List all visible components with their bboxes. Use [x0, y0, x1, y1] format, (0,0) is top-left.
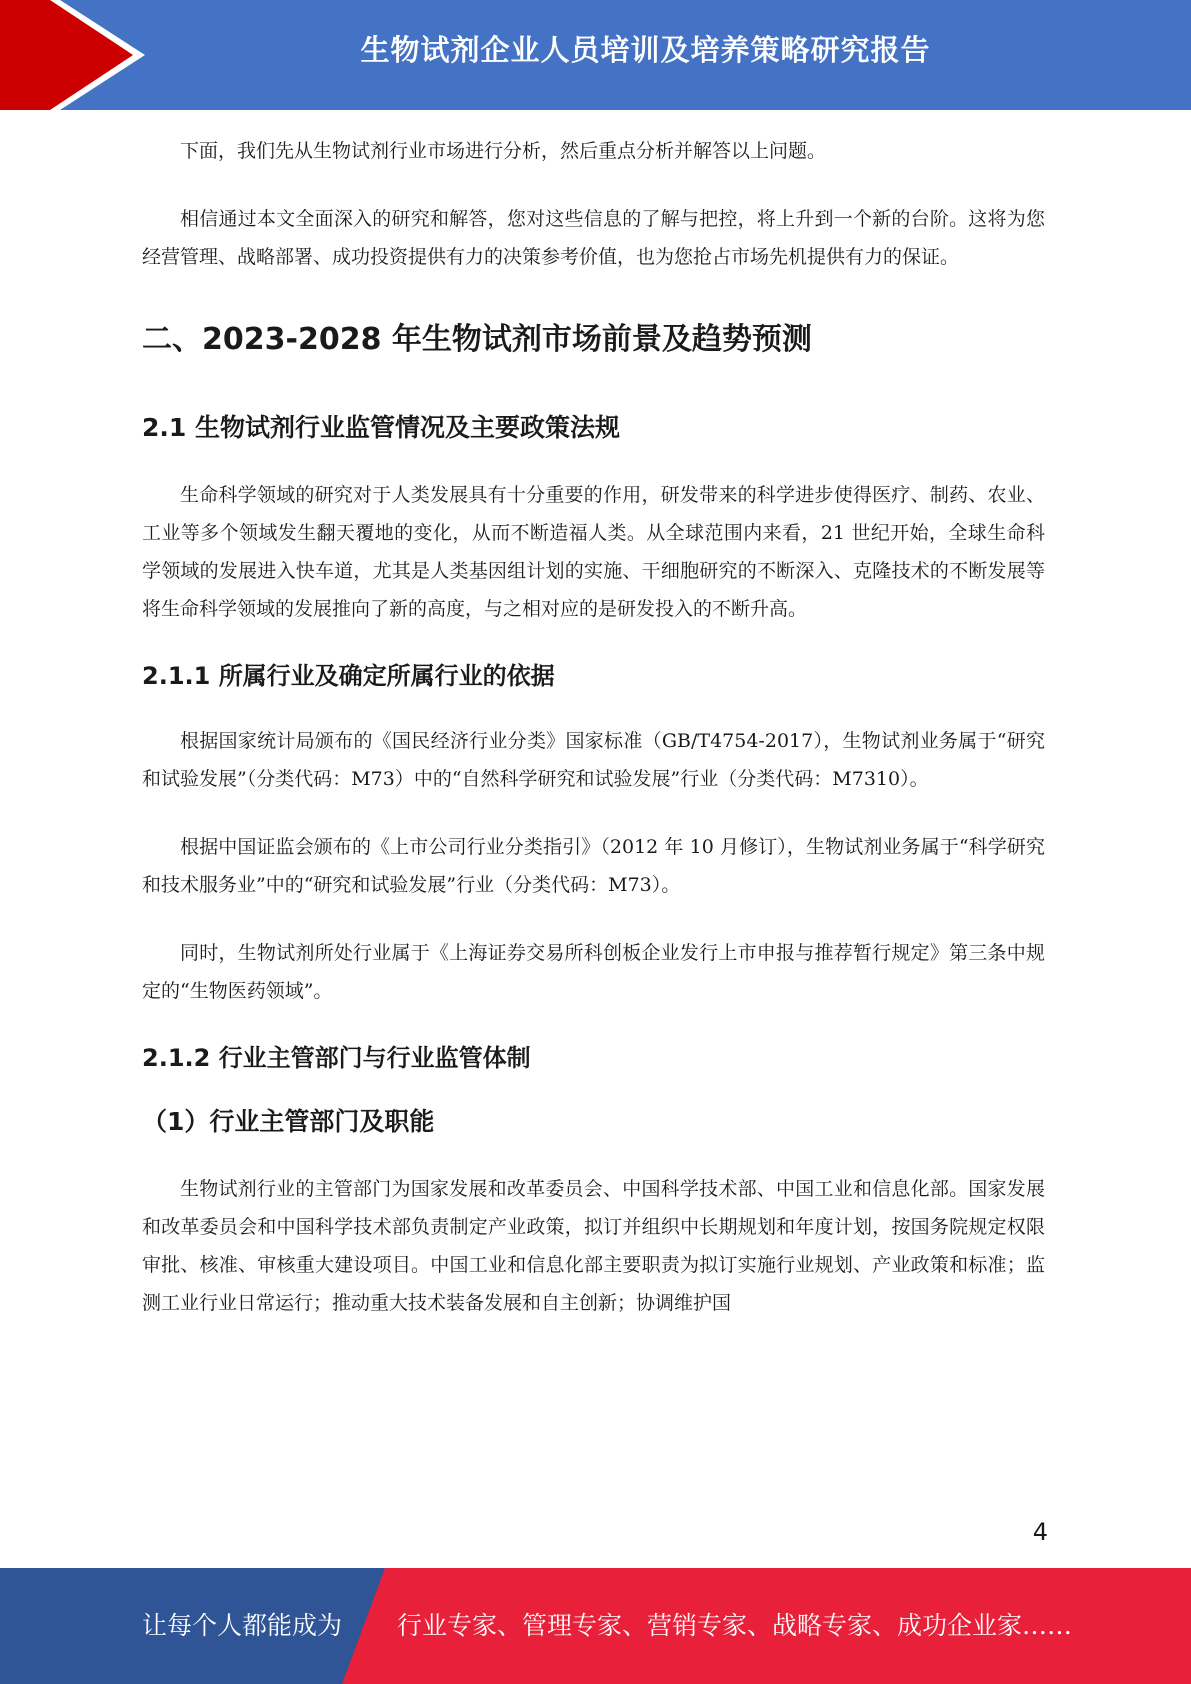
subsection-heading-2-1: 2.1 生物试剂行业监管情况及主要政策法规 — [142, 413, 620, 442]
intro-paragraph-2: 相信通过本文全面深入的研究和解答，您对这些信息的了解与把控，将上升到一个新的台阶。这将为您经营管理、战略部署、成功投资提供有力的决策参考价值，也为您抢占市场先机提供有力的保证。 — [142, 208, 1045, 268]
subsection-heading-2-1-1: 2.1.1 所属行业及确定所属行业的依据 — [142, 662, 555, 690]
section-heading: 二、2023-2028 年生物试剂市场前景及趋势预测 — [142, 322, 812, 357]
page-header — [0, 0, 1191, 110]
paragraph-2-1-1-a: 根据国家统计局颁布的《国民经济行业分类》国家标准（GB/T4754-2017），生物试剂业务属于“研究和试验发展”（分类代码：M73）中的“自然科学研究和试验发展”行业（分类代码：M7310）。 — [142, 730, 1045, 790]
paragraph-2-1-2: 生物试剂行业的主管部门为国家发展和改革委员会、中国科学技术部、中国工业和信息化部。国家发展和改革委员会和中国科学技术部负责制定产业政策，拟订并组织中长期规划和年度计划，按国务院规定权限审批、核准、审核重大建设项目。中国工业和信息化部主要职责为拟订实施行业规划、产业政策和标准；监测工业行业日常运行；推动重大技术装备发展和自主创新；协调维护国 — [142, 1178, 1045, 1314]
document-body — [142, 132, 1045, 1352]
header-title: 生物试剂企业人员培训及培养策略研究报告 — [360, 33, 931, 67]
subsection-heading-2-1-2: 2.1.2 行业主管部门与行业监管体制 — [142, 1044, 531, 1072]
page-footer — [0, 1568, 1191, 1684]
header-chevron-icon — [0, 0, 160, 110]
paragraph-2-1-1-c: 同时，生物试剂所处行业属于《上海证券交易所科创板企业发行上市申报与推荐暂行规定》第三条中规定的“生物医药领域”。 — [142, 942, 1045, 1002]
paragraph-2-1: 生命科学领域的研究对于人类发展具有十分重要的作用，研发带来的科学进步使得医疗、制药、农业、工业等多个领域发生翻天覆地的变化，从而不断造福人类。从全球范围内来看，21 世纪开始，全球生命科学领域的发展进入快车道，尤其是人类基因组计划的实施、干细胞研究的不断深入、克隆技术的不断发展等将生命科学领域的发展推向了新的高度，与之相对应的是研发投入的不断升高。 — [142, 484, 1045, 620]
footer-slogan-right: 行业专家、管理专家、营销专家、战略专家、成功企业家…… — [397, 1611, 1073, 1640]
footer-slogan-left: 让每个人都能成为 — [142, 1611, 343, 1640]
intro-paragraph-1: 下面，我们先从生物试剂行业市场进行分析，然后重点分析并解答以上问题。 — [180, 140, 827, 162]
item-heading-1: （1）行业主管部门及职能 — [142, 1107, 435, 1136]
page-number: 4 — [1032, 1518, 1048, 1546]
paragraph-2-1-1-b: 根据中国证监会颁布的《上市公司行业分类指引》（2012 年 10 月修订），生物试剂业务属于“科学研究和技术服务业”中的“研究和试验发展”行业（分类代码：M73）。 — [142, 836, 1045, 896]
